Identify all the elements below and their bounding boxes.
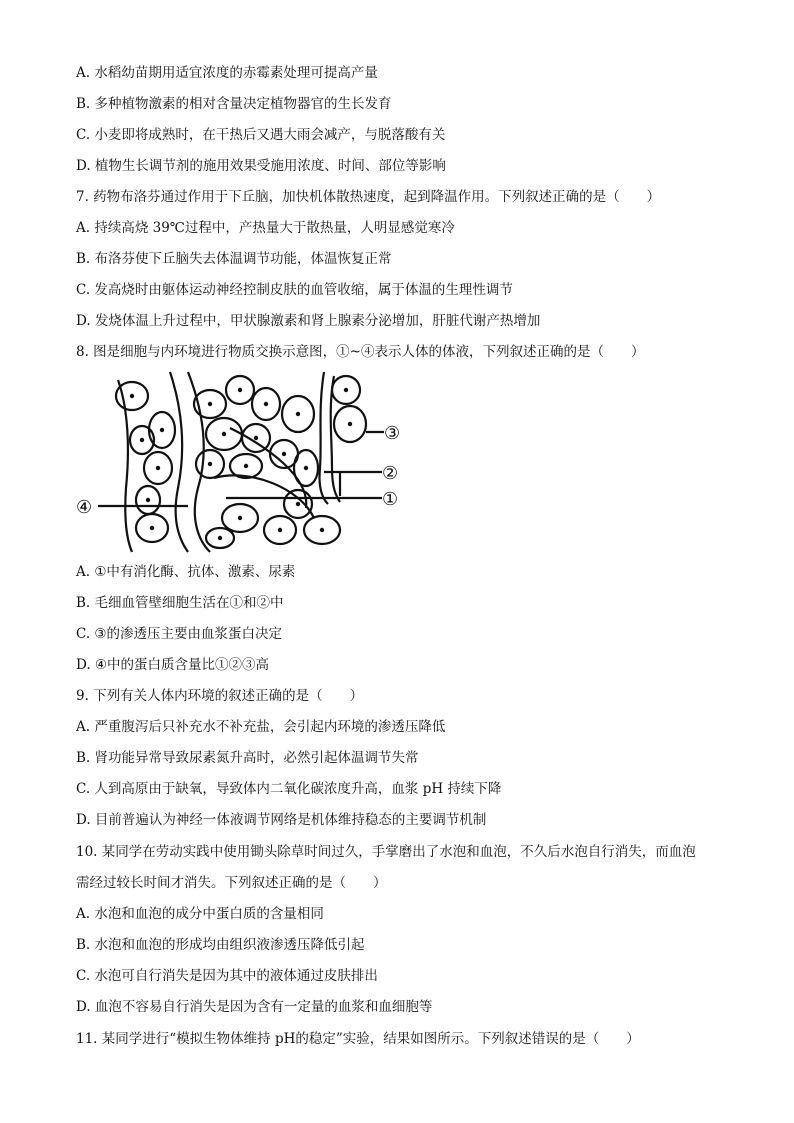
q9-stem: 9. 下列有关人体内环境的叙述正确的是（ ） <box>76 688 364 704</box>
q11-stem: 11. 某同学进行“模拟生物体维持 pH的稳定”实验，结果如图所示。下列叙述错误的是（ ） <box>76 1031 640 1047</box>
q10-option-c: C. 水泡可自行消失是因为其中的液体通过皮肤排出 <box>76 968 378 984</box>
q9-option-a: A. 严重腹泻后只补充水不补充盐，会引起内环境的渗透压降低 <box>76 719 446 735</box>
q8-option-c: C. ③的渗透压主要由血浆蛋白决定 <box>76 626 283 642</box>
q8-option-b: B. 毛细血管壁细胞生活在①和②中 <box>76 595 284 611</box>
diagram-label-1: ① <box>382 489 399 510</box>
q7-stem: 7. 药物布洛芬通过作用于下丘脑，加快机体散热速度，起到降温作用。下列叙述正确的是（ ） <box>76 189 661 205</box>
q7-option-c: C. 发高烧时由躯体运动神经控制皮肤的血管收缩，属于体温的生理性调节 <box>76 282 513 298</box>
q6-option-c: C. 小麦即将成熟时，在干热后又遇大雨会减产，与脱落酸有关 <box>76 127 446 143</box>
q7-option-d: D. 发烧体温上升过程中，甲状腺激素和肾上腺素分泌增加，肝脏代谢产热增加 <box>76 313 541 329</box>
q6-option-b: B. 多种植物激素的相对含量决定植物器官的生长发育 <box>76 96 392 112</box>
q9-option-b: B. 肾功能异常导致尿素氮升高时，必然引起体温调节失常 <box>76 750 419 766</box>
q7-option-a: A. 持续高烧 39℃过程中，产热量大于散热量，人明显感觉寒冷 <box>76 220 455 236</box>
q6-option-a: A. 水稻幼苗期用适宜浓度的赤霉素处理可提高产量 <box>76 65 378 81</box>
q6-option-d: D. 植物生长调节剂的施用效果受施用浓度、时间、部位等影响 <box>76 158 446 174</box>
q8-stem: 8. 图是细胞与内环境进行物质交换示意图，①~④表示人体的体液，下列叙述正确的是（ ） <box>76 344 645 360</box>
cell-environment-diagram <box>70 368 410 556</box>
q9-option-c: C. 人到高原由于缺氧，导致体内二氧化碳浓度升高，血浆 pH 持续下降 <box>76 781 502 797</box>
q10-option-d: D. 血泡不容易自行消失是因为含有一定量的血浆和血细胞等 <box>76 999 433 1015</box>
q10-option-a: A. 水泡和血泡的成分中蛋白质的含量相同 <box>76 906 324 922</box>
q10-stem-line1: 10. 某同学在劳动实践中使用锄头除草时间过久，手掌磨出了水泡和血泡，不久后水泡自行消失，而血泡 <box>76 844 696 860</box>
q8-option-a: A. ①中有消化酶、抗体、激素、尿素 <box>76 564 296 580</box>
q10-stem-line2: 需经过较长时间才消失。下列叙述正确的是（ ） <box>76 875 387 891</box>
diagram-label-3: ③ <box>384 423 401 444</box>
diagram-label-4: ④ <box>76 497 93 518</box>
q7-option-b: B. 布洛芬使下丘脑失去体温调节功能，体温恢复正常 <box>76 251 392 267</box>
q8-option-d: D. ④中的蛋白质含量比①②③高 <box>76 657 270 673</box>
diagram-label-2: ② <box>382 463 399 484</box>
q9-option-d: D. 目前普遍认为神经一体液调节网络是机体维持稳态的主要调节机制 <box>76 812 487 828</box>
q10-option-b: B. 水泡和血泡的形成均由组织液渗透压降低引起 <box>76 937 365 953</box>
